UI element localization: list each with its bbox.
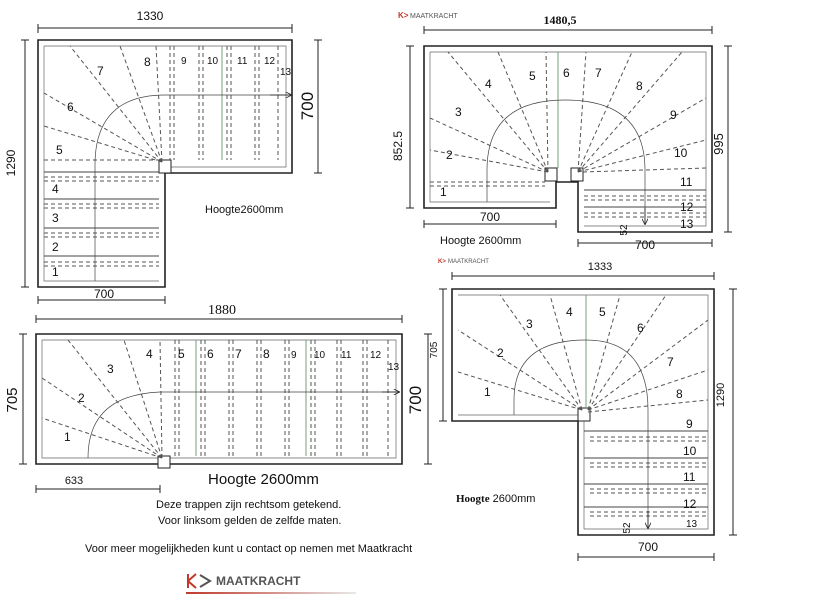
logo-mark-icon: K> (398, 11, 409, 20)
header-logo-d (438, 259, 489, 265)
plan-d-step: 4 (566, 305, 573, 319)
logo-mark-icon: K> (438, 259, 446, 265)
plan-a-step: 7 (97, 64, 104, 78)
plan-d-left-height-label: 705 (429, 341, 440, 359)
plan-b-bottom-left-label: 700 (479, 210, 501, 224)
plan-c-step: 4 (146, 347, 153, 361)
plan-d-step: 1 (484, 385, 491, 399)
plan-a-height-label: 1290 (4, 149, 18, 177)
logo-underline (186, 592, 356, 594)
plan-a-step: 1 (52, 265, 59, 279)
plan-b-step: 3 (455, 105, 462, 119)
plan-a-step: 5 (56, 143, 63, 157)
plan-a-step: 11 (237, 56, 248, 67)
plan-d-step: 9 (686, 417, 693, 431)
plan-a-step: 2 (52, 240, 59, 254)
plan-d-right-height-label: 1290 (715, 382, 727, 408)
plan-d-bottom-label: 700 (637, 540, 659, 554)
logo-text: MAATKRACHT (216, 574, 301, 588)
plan-b-step: 11 (680, 175, 693, 189)
logo-mark-icon (186, 572, 214, 590)
plan-a-step: 6 (67, 100, 74, 114)
plan-d-step: 11 (683, 470, 696, 484)
plan-c-hoogte: Hoogte 2600mm (208, 471, 319, 488)
note-right-handed: Deze trappen zijn rechtsom getekend. (156, 499, 342, 511)
plan-b-bottom-right-label: 700 (634, 238, 656, 252)
plan-a-step: 12 (264, 56, 276, 67)
plan-c-step: 11 (341, 350, 352, 361)
plan-d-step: 10 (683, 444, 697, 458)
plan-b-step: 7 (595, 66, 602, 80)
plan-d-step: 8 (676, 387, 683, 401)
plan-b-step: 2 (446, 148, 453, 162)
plan-c-step: 9 (291, 350, 297, 361)
plan-b-step: 5 (529, 69, 536, 83)
plan-b-step: 4 (485, 77, 492, 91)
plan-b-width-label: 1480,5 (543, 13, 577, 27)
plan-d-hoogte: Hoogte 2600mm (456, 493, 536, 505)
plan-c-side-label: 700 (406, 385, 425, 415)
plan-c-step: 10 (314, 350, 326, 361)
plan-b-step: 12 (680, 200, 694, 214)
plan-a-step: 3 (52, 211, 59, 225)
plan-c-step: 6 (207, 347, 214, 361)
note-left-handed: Voor linksom gelden de zelfde maten. (158, 515, 342, 527)
plan-d-step: 12 (683, 497, 697, 511)
plan-b-step: 1 (440, 185, 447, 199)
note-contact: Voor meer mogelijkheden kunt u contact op nemen met Maatkracht (85, 543, 413, 555)
plan-c-step: 3 (107, 362, 114, 376)
plan-b-step: 10 (674, 146, 688, 160)
plan-d-step: 6 (637, 321, 644, 335)
logo-text: MAATKRACHT (410, 13, 458, 20)
plan-b-step: 9 (670, 108, 677, 122)
plan-c-step: 13 (388, 362, 400, 373)
plan-c-step: 2 (78, 391, 85, 405)
plan-a-step: 8 (144, 55, 151, 69)
plan-a-hoogte: Hoogte2600mm (205, 204, 284, 216)
plan-b-hoogte: Hoogte 2600mm (440, 235, 522, 247)
plan-c-step: 12 (370, 350, 382, 361)
plan-d-step: 2 (497, 346, 504, 360)
plan-a-step: 4 (52, 182, 59, 196)
plan-d-step: 3 (526, 317, 533, 331)
plan-a-width-label: 1330 (136, 9, 164, 23)
plan-c-step: 5 (178, 347, 185, 361)
plan-b-step: 13 (680, 217, 694, 231)
plan-b-right-height-label: 995 (711, 133, 726, 155)
plan-d-step: 5 (599, 305, 606, 319)
plan-a-step: 10 (207, 56, 219, 67)
plan-a-step: 9 (181, 56, 187, 67)
plan-b-step: 6 (563, 66, 570, 80)
plan-a-side-label: 700 (298, 91, 317, 121)
plan-d-step: 13 (686, 519, 698, 530)
plan-c-step: 8 (263, 347, 270, 361)
plan-c-step: 1 (64, 430, 71, 444)
plan-d-step: 7 (667, 355, 674, 369)
plan-a-bottom-label: 700 (93, 287, 115, 301)
plan-b-small-label: 52 (619, 224, 630, 236)
plan-b-left-height-label: 852.5 (391, 130, 405, 162)
footer-logo (186, 572, 300, 590)
plan-c-bottom-label: 633 (64, 475, 84, 487)
plan-d-width-label: 1333 (587, 261, 613, 273)
logo-text: MAATKRACHT (448, 259, 489, 265)
header-logo-b (398, 11, 458, 20)
plan-a (21, 24, 322, 304)
plan-c-height-label: 705 (4, 387, 21, 413)
plan-a-step: 13 (280, 67, 292, 78)
plan-c-width-label: 1880 (208, 303, 236, 318)
plan-c-step: 7 (235, 347, 242, 361)
plan-b-step: 8 (636, 79, 643, 93)
plan-d-small-label: 52 (622, 522, 633, 534)
